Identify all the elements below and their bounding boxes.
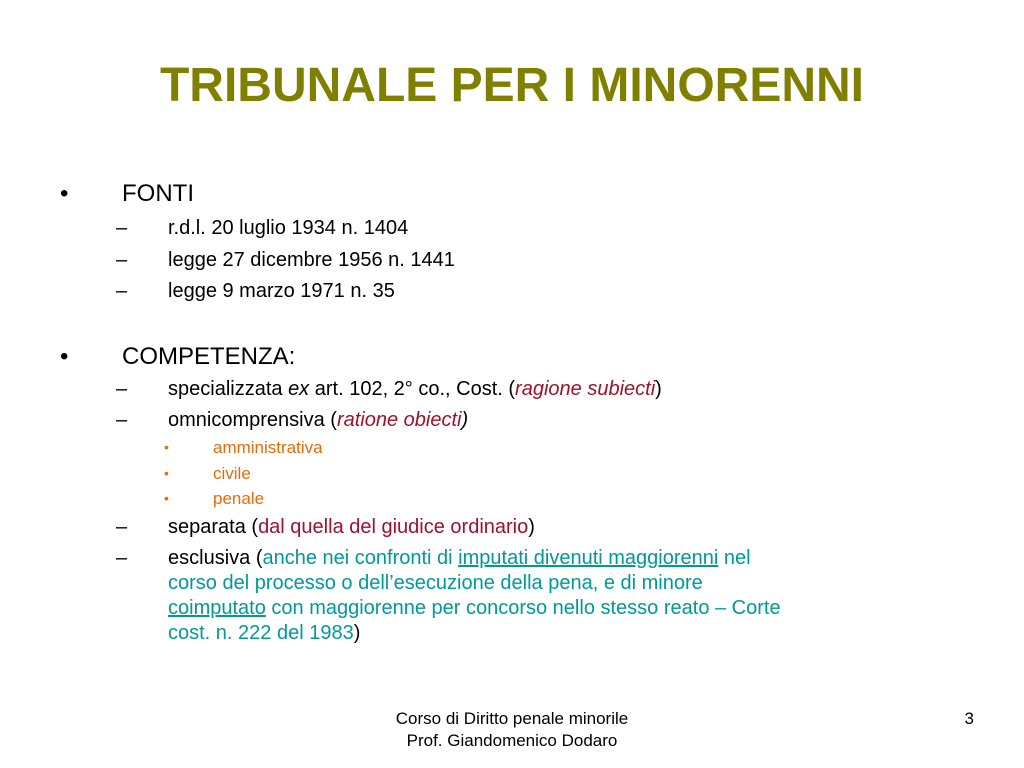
dash-marker: – bbox=[116, 516, 128, 538]
sub-item-text: penale bbox=[213, 489, 265, 508]
esclusiva-line-2: corso del processo o dell’esecuzione della pena, e di minore bbox=[168, 572, 703, 594]
dash-marker: – bbox=[116, 249, 128, 271]
fonti-item-text: legge 9 marzo 1971 n. 35 bbox=[168, 280, 395, 302]
slide-title: TRIBUNALE PER I MINORENNI bbox=[159, 59, 864, 112]
dash-marker: – bbox=[116, 378, 128, 400]
dash-marker: – bbox=[116, 547, 128, 569]
footer-course: Corso di Diritto penale minorile bbox=[395, 709, 629, 728]
dash-marker: – bbox=[116, 409, 128, 431]
separata-text: separata (dal quella del giudice ordinario) bbox=[168, 516, 535, 538]
footer-professor: Prof. Giandomenico Dodaro bbox=[406, 731, 618, 750]
fonti-item-text: r.d.l. 20 luglio 1934 n. 1404 bbox=[168, 217, 409, 239]
sub-item-text: civile bbox=[213, 464, 251, 483]
esclusiva-line-3: coimputato con maggiorenne per concorso nello stesso reato – Corte bbox=[168, 597, 781, 619]
bullet-marker: • bbox=[60, 180, 69, 207]
small-bullet-marker: • bbox=[164, 465, 169, 481]
esclusiva-text bbox=[168, 546, 968, 646]
dash-marker: – bbox=[116, 280, 128, 302]
esclusiva-line-1: esclusiva (anche nei confronti di imputati divenuti maggiorenni nel bbox=[168, 547, 751, 569]
small-bullet-marker: • bbox=[164, 490, 169, 506]
fonti-heading: FONTI bbox=[122, 180, 194, 207]
competenza-heading: COMPETENZA: bbox=[122, 343, 296, 370]
sub-item-text: amministrativa bbox=[213, 438, 323, 457]
small-bullet-marker: • bbox=[164, 439, 169, 455]
omnicomprensiva-text: omnicomprensiva (ratione obiecti) bbox=[168, 409, 469, 431]
fonti-item-text: legge 27 dicembre 1956 n. 1441 bbox=[168, 249, 455, 271]
page-number: 3 bbox=[964, 709, 974, 728]
bullet-marker: • bbox=[60, 343, 69, 370]
dash-marker: – bbox=[116, 217, 128, 239]
footer bbox=[0, 708, 1024, 752]
specializzata-text: specializzata ex art. 102, 2° co., Cost. (ragione subiecti) bbox=[168, 378, 662, 400]
esclusiva-line-4: cost. n. 222 del 1983) bbox=[168, 622, 361, 644]
